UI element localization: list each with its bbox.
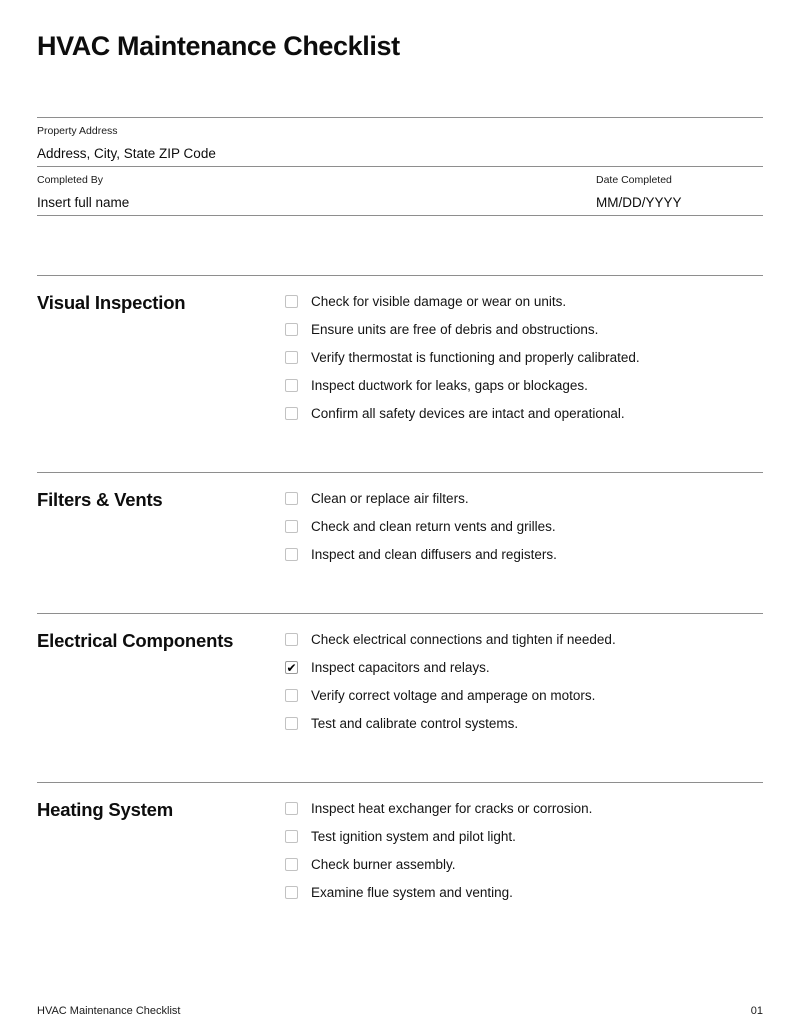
- page-footer: [37, 1004, 763, 1018]
- section-heading: Heating System: [37, 799, 173, 820]
- checkbox[interactable]: [285, 548, 298, 561]
- completed-by-value[interactable]: Insert full name: [37, 195, 130, 210]
- checkbox[interactable]: [285, 379, 298, 392]
- checklist-item-label: Test and calibrate control systems.: [311, 716, 519, 731]
- checklist-item: [285, 829, 763, 845]
- checkbox[interactable]: [285, 689, 298, 702]
- checklist-item-label: Clean or replace air filters.: [311, 491, 469, 506]
- checklist-item: [285, 660, 763, 676]
- checklist-item: [285, 294, 763, 310]
- divider: [37, 117, 763, 118]
- section-heading-col: [37, 473, 285, 613]
- checklist-item: [285, 885, 763, 901]
- checkbox[interactable]: [285, 886, 298, 899]
- checklist-item: [285, 378, 763, 394]
- checkbox[interactable]: [285, 295, 298, 308]
- checkbox[interactable]: [285, 492, 298, 505]
- property-address-label: Property Address: [37, 125, 118, 137]
- completed-by-row: [37, 167, 763, 211]
- page-title: HVAC Maintenance Checklist: [37, 31, 400, 61]
- section-heating-system: [37, 782, 763, 951]
- checklist: [285, 614, 763, 782]
- checklist-item: [285, 688, 763, 704]
- checklist-item: [285, 632, 763, 648]
- checklist-item-label: Test ignition system and pilot light.: [311, 829, 516, 844]
- checkbox[interactable]: [285, 717, 298, 730]
- checkbox[interactable]: [285, 323, 298, 336]
- property-address-value[interactable]: Address, City, State ZIP Code: [37, 146, 216, 161]
- checklist: [285, 276, 763, 472]
- checklist-item-label: Ensure units are free of debris and obstructions.: [311, 322, 599, 337]
- checklist-item: [285, 547, 763, 563]
- checkbox[interactable]: [285, 407, 298, 420]
- section-heading: Filters & Vents: [37, 489, 163, 510]
- checklist-item-label: Inspect heat exchanger for cracks or corrosion.: [311, 801, 593, 816]
- section-heading: Electrical Components: [37, 630, 234, 651]
- checklist-item-label: Inspect and clean diffusers and registers.: [311, 547, 557, 562]
- section-heading-col: [37, 783, 285, 951]
- footer-title: HVAC Maintenance Checklist: [37, 1005, 181, 1017]
- checklist-item: [285, 519, 763, 535]
- checkbox[interactable]: [285, 633, 298, 646]
- checklist-item: [285, 801, 763, 817]
- checklist: [285, 783, 763, 951]
- checkbox[interactable]: [285, 351, 298, 364]
- completed-by-field: [37, 167, 596, 211]
- checklist-item-label: Check and clean return vents and grilles.: [311, 519, 556, 534]
- section-heading-col: [37, 614, 285, 782]
- checkbox-checked[interactable]: ✔: [286, 660, 297, 675]
- checklist-item-label: Examine flue system and venting.: [311, 885, 513, 900]
- section-heading: Visual Inspection: [37, 292, 186, 313]
- checkbox[interactable]: [285, 520, 298, 533]
- section-filters-vents: [37, 472, 763, 613]
- checklist-item-label: Inspect ductwork for leaks, gaps or blockages.: [311, 378, 588, 393]
- date-completed-value[interactable]: MM/DD/YYYY: [596, 195, 682, 210]
- section-visual-inspection: [37, 275, 763, 472]
- checkbox[interactable]: [285, 802, 298, 815]
- checkbox[interactable]: [285, 830, 298, 843]
- checklist-item: [285, 322, 763, 338]
- checklist-item: [285, 857, 763, 873]
- footer-page-number: 01: [750, 1005, 763, 1017]
- checklist-item-label: Confirm all safety devices are intact and operational.: [311, 406, 625, 421]
- checklist: [285, 473, 763, 613]
- date-completed-label: Date Completed: [596, 174, 672, 186]
- checklist-item-label: Verify correct voltage and amperage on motors.: [311, 688, 596, 703]
- checklist-item: [285, 491, 763, 507]
- checklist-item: [285, 350, 763, 366]
- date-completed-field: [596, 167, 763, 211]
- checklist-item-label: Check for visible damage or wear on units.: [311, 294, 567, 309]
- checklist-item: [285, 716, 763, 732]
- checklist-item: [285, 406, 763, 422]
- section-heading-col: [37, 276, 285, 472]
- checklist-item-label: Inspect capacitors and relays.: [311, 660, 490, 675]
- divider: [37, 215, 763, 216]
- property-address-field: [37, 125, 763, 162]
- checklist-item-label: Verify thermostat is functioning and properly calibrated.: [311, 350, 640, 365]
- checklist-item-label: Check burner assembly.: [311, 857, 456, 872]
- checklist-item-label: Check electrical connections and tighten if needed.: [311, 632, 616, 647]
- completed-by-label: Completed By: [37, 174, 103, 186]
- checkbox[interactable]: [285, 858, 298, 871]
- section-electrical-components: [37, 613, 763, 782]
